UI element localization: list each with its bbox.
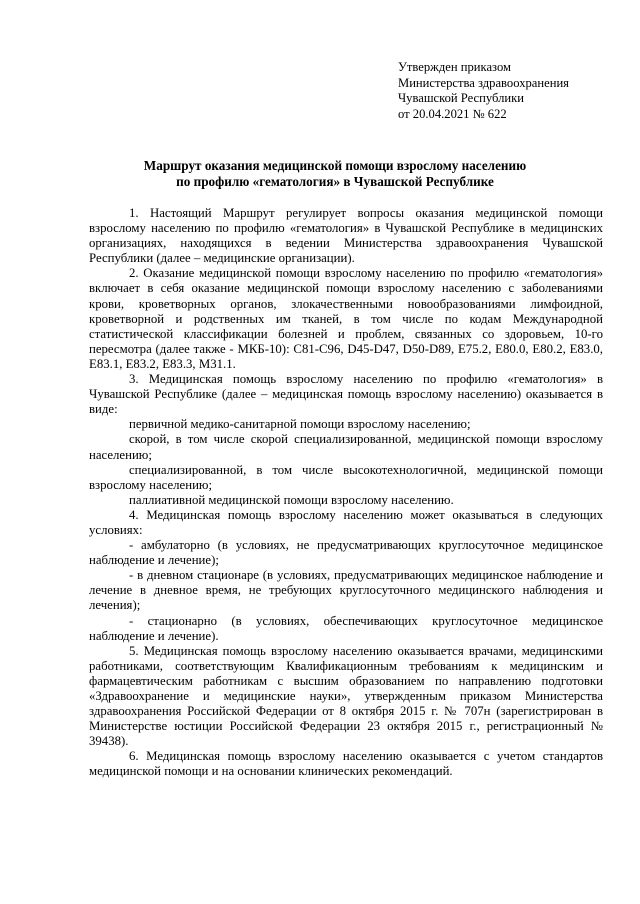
list-item: первичной медико-санитарной помощи взрослому населению; [129,417,471,432]
paragraph-6: 6. Медицинская помощь взрослому населению оказывается с учетом стандартов медицинской помощи и на основании клинических рекомендаций. [89,749,603,779]
paragraph-3: 3. Медицинская помощь взрослому населению по профилю «гематология» в Чувашской Республике (далее – медицинская помощь взрослому населению) оказывается в виде: [89,372,603,417]
approval-line: Чувашской Республики [398,91,524,105]
paragraph-4: 4. Медицинская помощь взрослому населению может оказываться в следующих условиях: [89,507,603,537]
approval-line: Министерства здравоохранения [398,75,569,90]
approval-date-number: от 20.04.2021 № 622 [398,106,507,121]
paragraph-1: 1. Настоящий Маршрут регулирует вопросы оказания медицинской помощи взрослому населению по профилю «гематология» в Чувашской Республике в медицинских организациях, находящихся в ведении Министерства здравоохранения Чувашской Республики (далее – медицинские организации). [89,206,603,266]
list-item: - стационарно (в условиях, обеспечивающих круглосуточное медицинское наблюдение и лечение). [89,613,603,643]
approval-line: Утвержден приказом [398,60,511,74]
title-line: Маршрут оказания медицинской помощи взрослому населению [143,158,527,173]
list-item: специализированной, в том числе высокотехнологичной, медицинской помощи взрослому населению; [89,462,603,492]
list-item: скорой, в том числе скорой специализированной, медицинской помощи взрослому населению; [89,432,603,462]
approval-block [398,60,618,122]
paragraph-2: 2. Оказание медицинской помощи взрослому населению по профилю «гематология» включает в себя оказание медицинской помощи взрослому населению с заболеваниями крови, кроветворных органов, злокачественными новообразованиями лимфоидной, кроветворной и родственных им тканей, в том числе по кодам Международной статистической классификации болезней и проблем, связанных со здоровьем, 10-го пересмотра (далее также - МКБ-10): C81-C96, D45-D47, D50-D89, E75.2, E80.0, E80.2, E83.0, E83.1, E83.2, E83.3, M31.1. [89,266,603,371]
list-item: - в дневном стационаре (в условиях, предусматривающих медицинское наблюдение и лечение в дневное время, не требующих круглосуточного медицинского наблюдения и лечения); [89,568,603,613]
document-title [80,158,590,190]
list-item: паллиативной медицинской помощи взрослому населению. [129,492,454,507]
document-body [89,206,603,780]
title-line: по профилю «гематология» в Чувашской Республике [176,174,494,189]
paragraph-5: 5. Медицинская помощь взрослому населению оказывается врачами, медицинскими работниками, соответствующим Квалификационным требованиям к медицинским и фармацевтическим работникам с высшим образованием по направлению подготовки «Здравоохранение и медицинские науки», утвержденным приказом Министерства здравоохранения Российской Федерации от 8 октября 2015 г. № 707н (зарегистрирован в Министерстве юстиции Российской Федерации 23 октября 2015 г., регистрационный № 39438). [89,643,603,749]
list-item: - амбулаторно (в условиях, не предусматривающих круглосуточное медицинское наблюдение и лечение); [89,538,603,568]
